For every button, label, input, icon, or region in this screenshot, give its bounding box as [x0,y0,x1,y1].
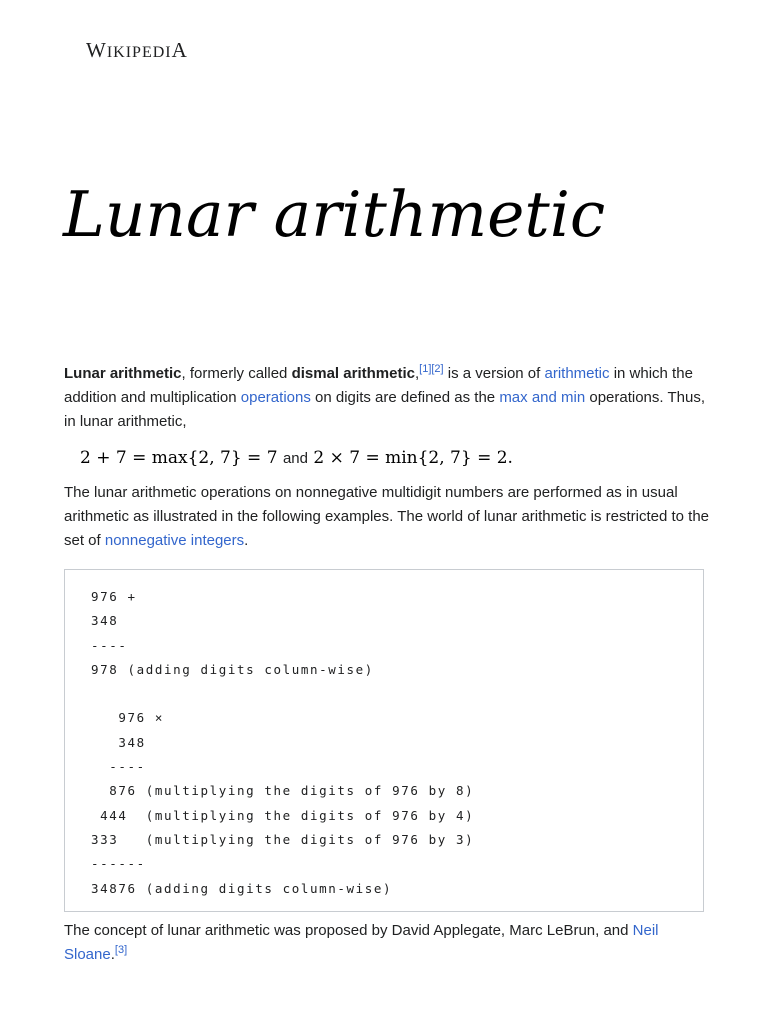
intro-paragraph [64,362,712,434]
code-example [91,585,474,901]
intro-text-4: in which the addition and multiplication [64,365,693,406]
page-title: Lunar arithmetic [63,178,606,251]
code-line: 978 (adding digits column-wise) [91,661,374,677]
history-paragraph [64,919,712,967]
link-arithmetic[interactable]: arithmetic [544,365,610,382]
logo-letter-a: A [171,38,188,62]
formula-multiplication: 2 × 7 = min{2, 7} = 2. [313,448,513,468]
citation-group-1-2 [419,363,443,375]
intro-text-3: is a version of [443,365,545,382]
code-line: 444 (multiplying the digits of 976 by 4) [91,807,475,823]
code-line: 348 [91,613,119,629]
code-line: 333 (multiplying the digits of 976 by 3) [91,831,475,847]
term-lunar-arithmetic: Lunar arithmetic [64,365,182,382]
citation-2[interactable]: [2] [431,363,444,375]
citation-3[interactable]: [3] [114,944,128,956]
examples-paragraph [64,481,712,553]
code-line: 976 × [91,710,165,726]
history-text-1: The concept of lunar arithmetic was proposed by David Applegate, Marc LeBrun, and [64,922,633,939]
math-formula [80,448,513,468]
code-line: ------ [91,856,146,872]
history-text-2: . [110,946,115,963]
logo-letters: IKIPEDI [106,44,172,61]
term-dismal-arithmetic: dismal arithmetic [291,365,415,382]
citation-group-3 [115,944,127,956]
examples-text-1: The lunar arithmetic operations on nonnegative multidigit numbers are performed as in usual arithmetic as illustrated in the following examples. The world of lunar arithmetic is restricted to the set of [64,484,710,549]
link-operations[interactable]: operations [240,389,311,406]
code-line: ---- [91,637,128,653]
code-line: 976 + [91,589,137,604]
link-max-and-min[interactable]: max and min [499,389,586,406]
logo-letter-w: W [86,38,107,62]
wikipedia-logo[interactable] [86,38,188,63]
citation-1[interactable]: [1] [419,363,432,375]
code-line: 348 [91,734,146,750]
intro-text-2: , [414,365,420,382]
code-line: 876 (multiplying the digits of 976 by 8) [91,783,475,799]
code-line: 34876 (adding digits column-wise) [91,880,393,896]
formula-and: and [282,450,308,467]
intro-text-1: , formerly called [181,365,292,382]
link-neil-sloane[interactable]: Neil Sloane [64,922,659,963]
formula-addition: 2 + 7 = max{2, 7} = 7 [80,448,278,468]
link-nonnegative-integers[interactable]: nonnegative integers [104,532,245,549]
intro-text-5: on digits are defined as the [310,389,500,406]
examples-text-2: . [244,532,249,549]
code-line: ---- [91,759,146,775]
code-example-box [64,569,704,912]
intro-text-6: operations. Thus, in lunar arithmetic, [64,389,705,430]
